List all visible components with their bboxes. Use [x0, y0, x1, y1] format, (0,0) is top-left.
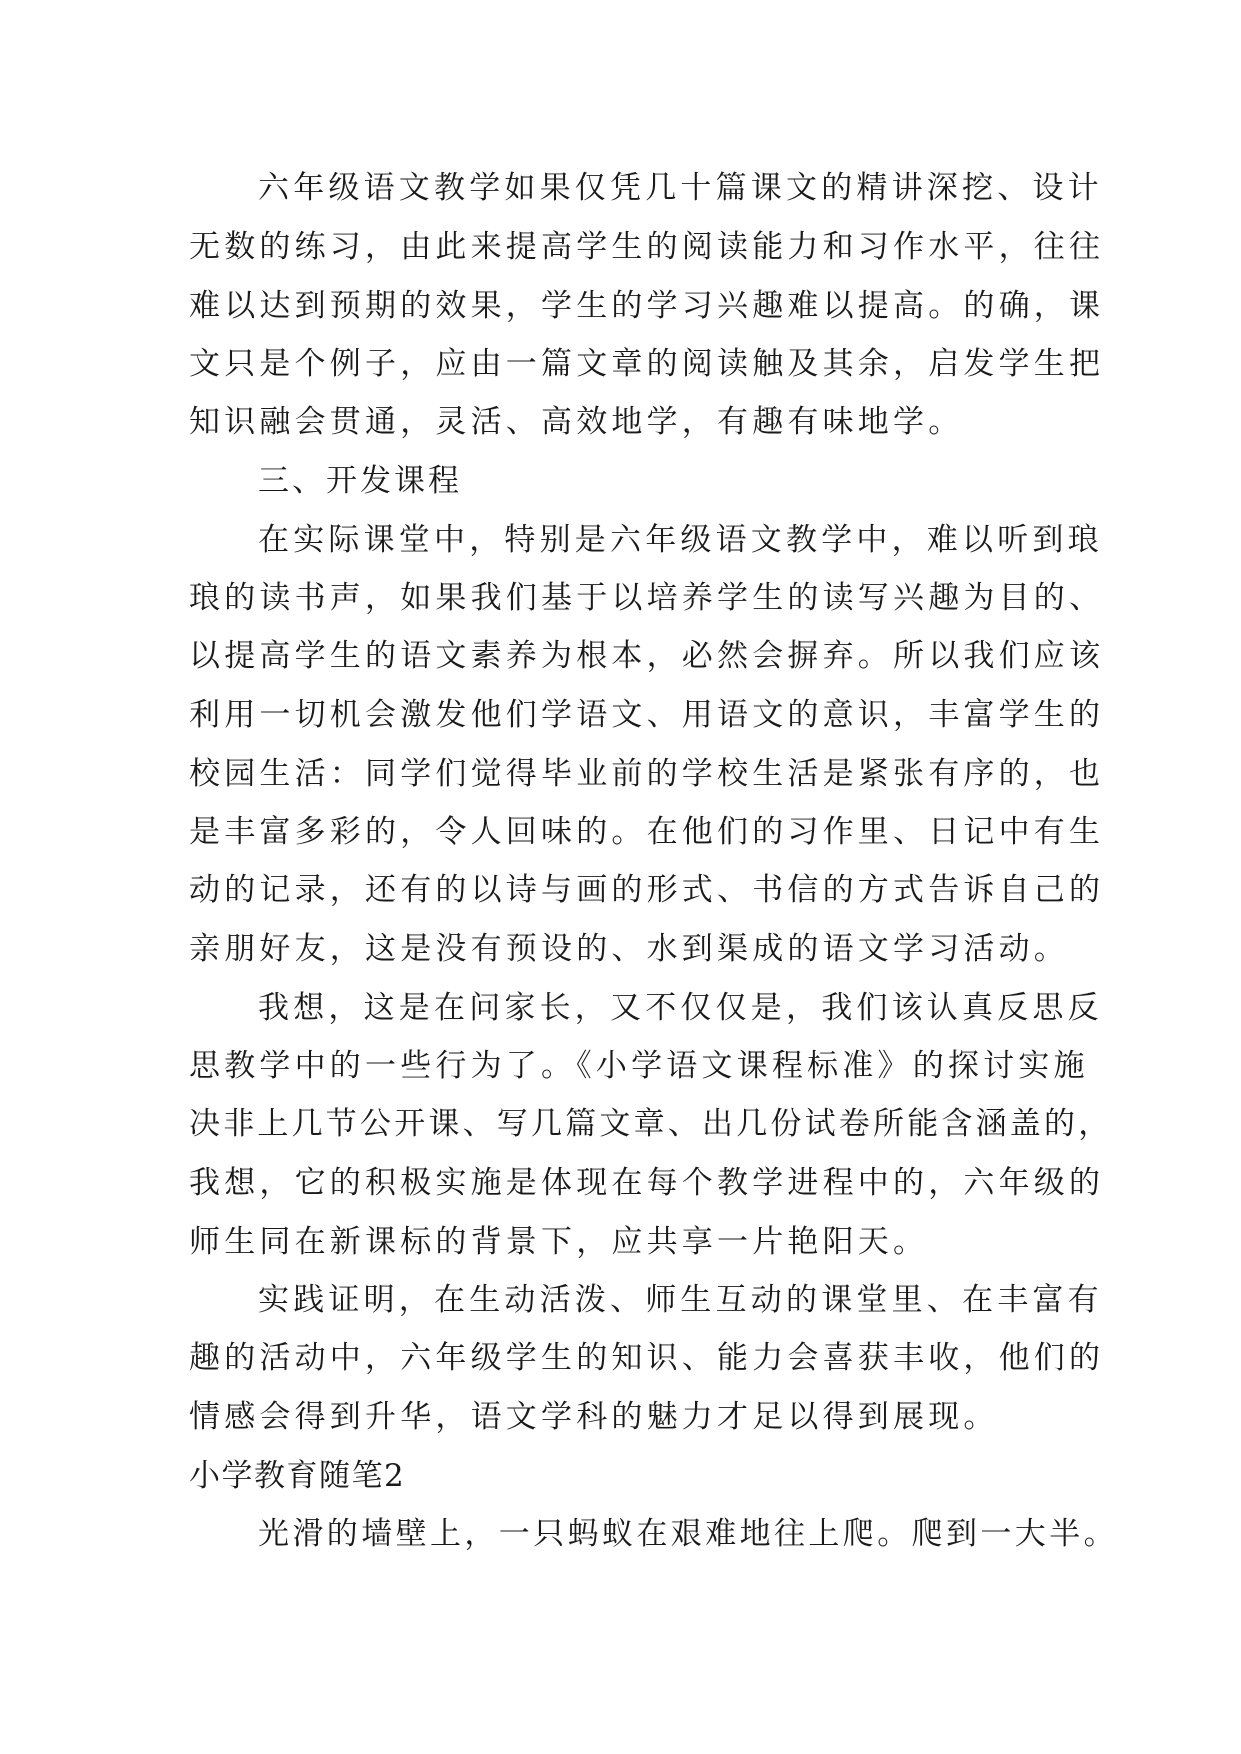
paragraph-line: 决非上几节公开课、写几篇文章、出几份试卷所能含涵盖的， [189, 1106, 1113, 1142]
paragraph-line: 我想，这是在问家长，又不仅仅是，我们该认真反思反 [258, 990, 1103, 1026]
paragraph-line: 在实际课堂中，特别是六年级语文教学中，难以听到琅 [258, 522, 1103, 558]
paragraph-line: 光滑的墙壁上，一只蚂蚁在艰难地往上爬。爬到一大半。 [258, 1516, 1118, 1552]
paragraph-line: 以提高学生的语文素养为根本，必然会摒弃。所以我们应该 [189, 638, 1105, 674]
paragraph-line: 校园生活：同学们觉得毕业前的学校生活是紧张有序的，也 [189, 756, 1105, 792]
paragraph-line: 实践证明，在生动活泼、师生互动的课堂里、在丰富有 [258, 1282, 1103, 1318]
paragraph-line: 动的记录，还有的以诗与画的形式、书信的方式告诉自己的 [189, 872, 1105, 908]
paragraph-line: 是丰富多彩的，令人回味的。在他们的习作里、日记中有生 [189, 814, 1105, 850]
paragraph-line: 琅的读书声，如果我们基于以培养学生的读写兴趣为目的、 [189, 580, 1105, 616]
paragraph-line: 文只是个例子，应由一篇文章的阅读触及其余，启发学生把 [189, 346, 1105, 382]
paragraph-line: 亲朋好友，这是没有预设的、水到渠成的语文学习活动。 [189, 931, 1069, 967]
paragraph-line: 六年级语文教学如果仅凭几十篇课文的精讲深挖、设计 [258, 170, 1103, 206]
section-heading: 三、开发课程 [258, 463, 462, 499]
paragraph-line: 思教学中的一些行为了。《小学语文课程标准》的探讨实施 [189, 1048, 1089, 1084]
paragraph-line: 无数的练习，由此来提高学生的阅读能力和习作水平，往往 [189, 229, 1105, 265]
paragraph-line: 师生同在新课标的背景下，应共享一片艳阳天。 [189, 1224, 929, 1260]
paragraph-line: 难以达到预期的效果，学生的学习兴趣难以提高。的确，课 [189, 288, 1105, 324]
section-title: 小学教育随笔2 [189, 1458, 406, 1494]
paragraph-line: 知识融会贯通，灵活、高效地学，有趣有味地学。 [189, 404, 964, 440]
paragraph-line: 情感会得到升华，语文学科的魅力才足以得到展现。 [189, 1399, 999, 1435]
paragraph-line: 利用一切机会激发他们学语文、用语文的意识，丰富学生的 [189, 697, 1105, 733]
paragraph-line: 趣的活动中，六年级学生的知识、能力会喜获丰收，他们的 [189, 1340, 1105, 1376]
paragraph-line: 我想，它的积极实施是体现在每个教学进程中的，六年级的 [189, 1165, 1105, 1201]
